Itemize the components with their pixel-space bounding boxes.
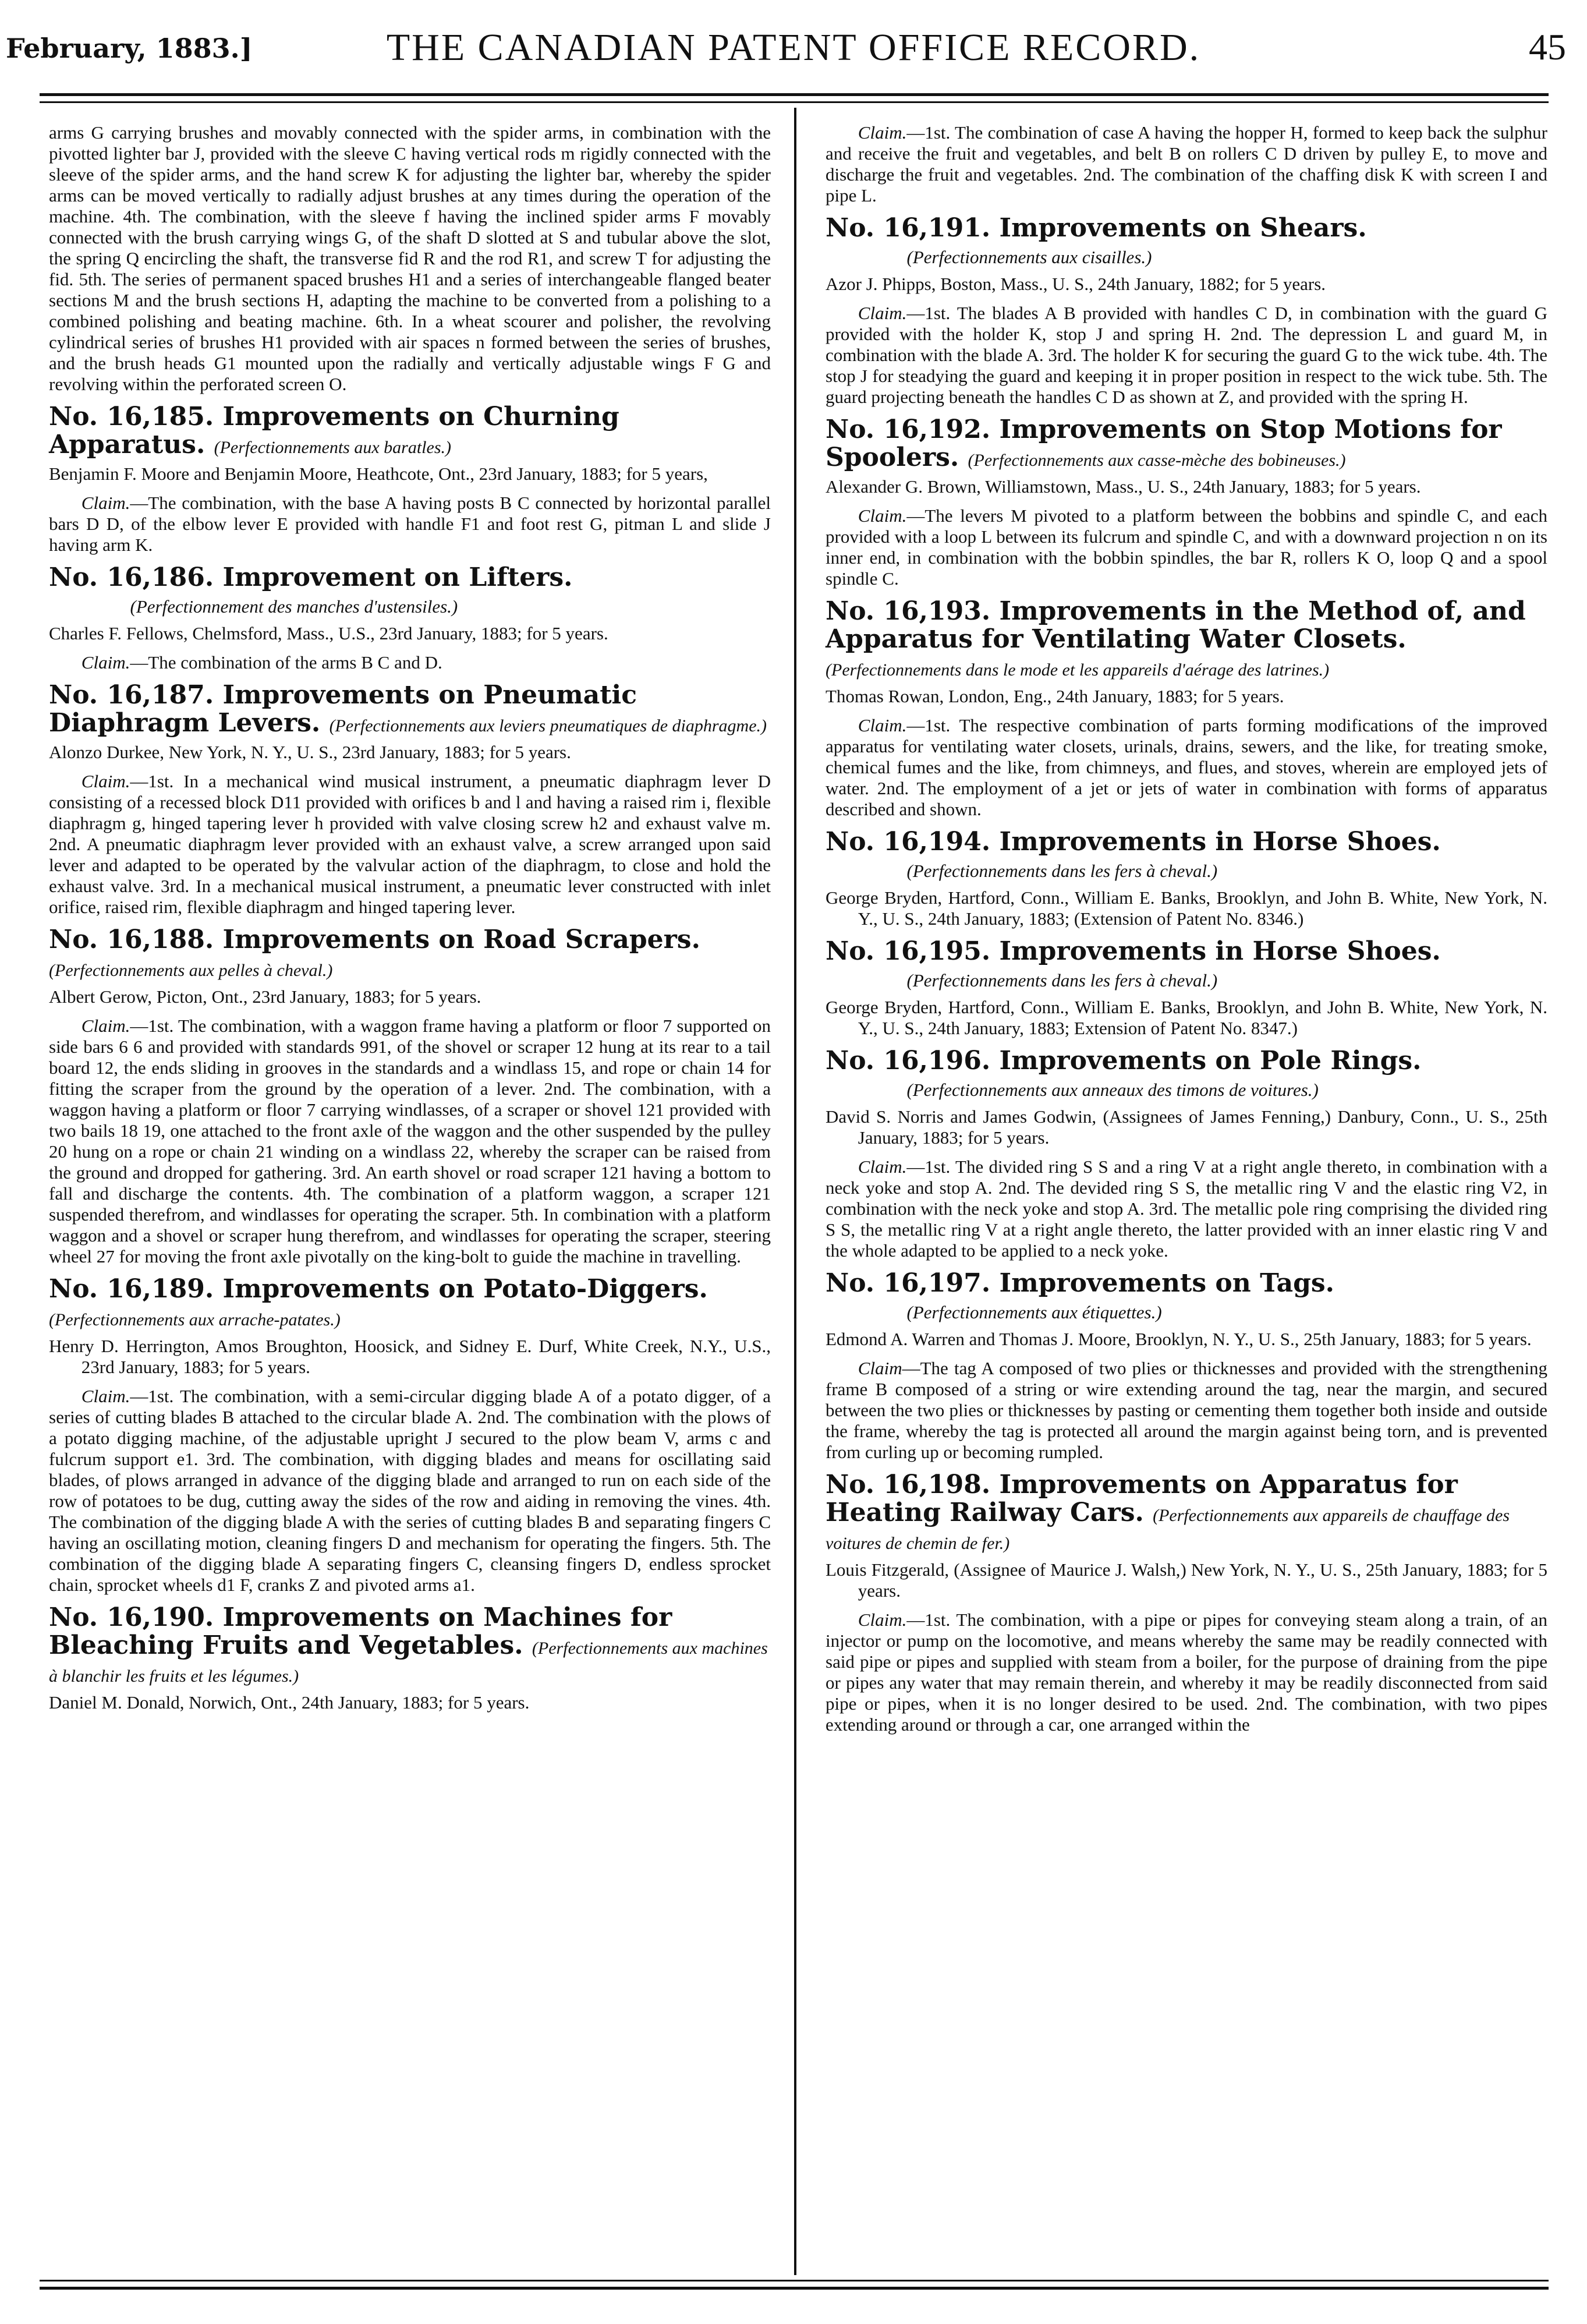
claim-label: Claim.	[858, 1610, 907, 1630]
claim-label: Claim	[858, 1358, 902, 1378]
claim-label: Claim.	[858, 715, 907, 735]
claim-text: —1st. The combination, with a pipe or pipes for conveying steam along a train, of an injector or pump on the locomotive, and means whereby the same may be readily connected with said pipe or pipes and supplied with steam from a boiler, for the purpose of draining from the pipe or pipes any water that may remain therein, and whereby it may be readily disconnected from said pipe or pipes, when it is no longer desired to be used. 2nd. The combination, with two pipes extending around or through a car, one arranged within the	[826, 1610, 1547, 1735]
issue-date: February, 1883.]	[6, 33, 253, 64]
patent-applicant: Henry D. Herrington, Amos Broughton, Hoosick, and Sidney E. Durf, White Creek, N.Y., U.S., 23rd January, 1883; for 5 years.	[49, 1336, 771, 1377]
patent-french-title: (Perfectionnements aux casse-mèche des bobineuses.)	[968, 451, 1346, 470]
claim-text: —1st. The blades A B provided with handles C D, in combination with the guard G provided with the holder K, stop J and spring H. 2nd. The depression L and guard M, in combination with the blade A. 3rd. The holder K for securing the guard G to the wick tube. 4th. The stop J for steadying the guard and keeping it in proper position in respect to the wick tube. 5th. The guard projecting beneath the handles C D as shown at Z, and provided with the spring H.	[826, 303, 1547, 407]
page-header	[0, 22, 1587, 86]
patent-applicant: George Bryden, Hartford, Conn., William E. Banks, Brooklyn, and John B. White, New York, N. Y., U. S., 24th January, 1883; (Extension of Patent No. 8346.)	[826, 887, 1547, 929]
patent-claim	[49, 1016, 771, 1267]
footer-rule-thick	[40, 2287, 1549, 2290]
publication-title: THE CANADIAN PATENT OFFICE RECORD.	[386, 26, 1201, 69]
patent-claim	[826, 715, 1547, 820]
patent-title: Improvements on Potato-Diggers.	[222, 1274, 708, 1304]
patent-applicant: Alonzo Durkee, New York, N. Y., U. S., 23rd January, 1883; for 5 years.	[49, 742, 571, 762]
claim-text: —1st. The combination, with a semi-circular digging blade A of a potato digger, of a series of cutting blades B attached to the circular blade A. 2nd. The combination with the plows of a potato digging machine, of the adjustable upright J secured to the plow beam V, arms c and fulcrum support e1. 3rd. The combination, with digging blades and means for oscillating said blades, of plows arranged in advance of the digging blade and arranged to run on each side of the row of potatoes to be dug, cutting away the sides of the row and aiding in removing the vines. 4th. The combination of the digging blade A with the series of cutting blades B and separating fingers C having an oscillating motion, cleaning fingers D and mechanism for operating the fingers. 5th. The combination of the digging blade A separating fingers C, cleansing fingers D, endless sprocket chain, sprocket wheels d1 F, cranks Z and pivoted arms a1.	[49, 1386, 771, 1595]
claim-label: Claim.	[81, 493, 130, 513]
claim-text: —The tag A composed of two plies or thicknesses and provided with the strengthening frame B composed of a string or wire extending around the tag, near the margin, and secured between the two plies or thicknesses by pasting or cementing them together both inside and outside the frame, whereby the tag is protected all around the margin against being torn, and is prevented from curling up or becoming rumpled.	[826, 1358, 1547, 1462]
patent-french-title: (Perfectionnements aux anneaux des timons de voitures.)	[906, 1080, 1319, 1100]
patent-french-title: (Perfectionnement des manches d'ustensiles.)	[130, 596, 458, 617]
patent-16191	[826, 214, 1547, 408]
patent-applicant: Albert Gerow, Picton, Ont., 23rd January, 1883; for 5 years.	[49, 986, 481, 1007]
patent-applicant: Louis Fitzgerald, (Assignee of Maurice J. Walsh,) New York, N. Y., U. S., 25th January, 1883; for 5 years.	[826, 1559, 1547, 1601]
claim-text: —1st. The combination of case A having the hopper H, formed to keep back the sulphur and receive the fruit and vegetables, and belt B on rollers C D driven by pulley E, to move and discharge the fruit and vegetables. 2nd. The combination of the chaffing disk K with screen I and pipe L.	[826, 122, 1547, 206]
patent-title: Improvements on Pneumatic Diaphragm Levers.	[49, 680, 637, 738]
left-column	[49, 122, 771, 1721]
patent-16186	[49, 564, 771, 673]
patent-claim	[826, 303, 1547, 408]
patent-16185	[49, 403, 771, 556]
patent-french-title: (Perfectionnements aux cisailles.)	[906, 247, 1152, 267]
patent-number: No. 16,188.	[49, 925, 214, 954]
patent-number: No. 16,192.	[826, 415, 991, 444]
patent-claim	[49, 1386, 771, 1596]
claim-label: Claim.	[858, 122, 907, 143]
patent-title: Improvements on Apparatus for Heating Railway Cars.	[826, 1470, 1458, 1527]
patent-claim	[49, 493, 771, 556]
patent-applicant: David S. Norris and James Godwin, (Assignees of James Fenning,) Danbury, Conn., U. S., 25th January, 1883; for 5 years.	[826, 1106, 1547, 1148]
patent-title: Improvements in the Method of, and Apparatus for Ventilating Water Closets.	[826, 596, 1526, 654]
patent-16187	[49, 681, 771, 918]
patent-french-title: (Perfectionnements dans les fers à cheval.)	[906, 861, 1218, 881]
patent-number: No. 16,194.	[826, 827, 991, 857]
right-column	[826, 122, 1547, 1743]
patent-french-title: (Perfectionnements dans le mode et les appareils d'aérage des latrines.)	[826, 660, 1330, 680]
patent-number: No. 16,196.	[826, 1046, 991, 1076]
patent-number: No. 16,185.	[49, 402, 214, 431]
patent-claim	[826, 1610, 1547, 1735]
patent-title: Improvements in Horse Shoes.	[999, 936, 1441, 966]
patent-number: No. 16,189.	[49, 1274, 214, 1304]
patent-title: Improvements on Road Scrapers.	[222, 925, 700, 954]
patent-claim	[49, 652, 771, 673]
patent-16192	[826, 416, 1547, 589]
patent-title: Improvements on Machines for Bleaching Fruits and Vegetables.	[49, 1603, 672, 1660]
claim-label: Claim.	[858, 1156, 907, 1177]
patent-number: No. 16,191.	[826, 213, 991, 243]
patent-applicant: Charles F. Fellows, Chelmsford, Mass., U.S., 23rd January, 1883; for 5 years.	[49, 623, 608, 643]
patent-french-title: (Perfectionnements aux étiquettes.)	[906, 1302, 1162, 1322]
patent-16193	[826, 597, 1547, 820]
claim-label: Claim.	[858, 303, 907, 323]
patent-16195	[826, 938, 1547, 1039]
patent-16196	[826, 1047, 1547, 1261]
patent-16188	[49, 926, 771, 1267]
patent-french-title: (Perfectionnements aux baratles.)	[214, 438, 451, 457]
patent-16198	[826, 1471, 1547, 1735]
patent-applicant: Azor J. Phipps, Boston, Mass., U. S., 24th January, 1882; for 5 years.	[826, 274, 1326, 294]
claim-label: Claim.	[81, 652, 130, 673]
continued-claim-text: arms G carrying brushes and movably connected with the spider arms, in combination with the pivotted lighter bar J, provided with the sleeve C having vertical rods m rigidly connected with the sleeve of the spider arms, and the hand screw K for adjusting the lighter bar, whereby the spider arms can be moved vertically to radially adjust brushes at any times during the operation of the machine. 4th. The combination, with the sleeve f having the inclined spider arms F movably connected with the brush carrying wings G, of the shaft D slotted at S and tubular above the slot, the spring Q encircling the shaft, the transverse fid R and the rod R1, and screw T for adjusting the fid. 5th. The series of permanent spaced brushes H1 and a series of interchangeable flanged beater sections M and the brush sections H, adapting the machine to be converted from a polishing to a combined polishing and beating machine. 6th. In a wheat scourer and polisher, the revolving cylindrical series of brushes H1 provided with air spaces n formed between the series of brushes, and the brush heads G1 mounted upon the radially and vertically adjustable wings F G and revolving within the perforated screen O.	[49, 122, 771, 394]
claim-label: Claim.	[858, 505, 907, 526]
patent-title: Improvements on Tags.	[999, 1268, 1334, 1298]
patent-claim	[826, 505, 1547, 589]
claim-label: Claim.	[81, 771, 130, 791]
footer-rule-thin	[40, 2280, 1549, 2281]
patent-french-title: (Perfectionnements aux arrache-patates.)	[49, 1310, 341, 1329]
patent-number: No. 16,187.	[49, 680, 214, 710]
patent-applicant: Thomas Rowan, London, Eng., 24th January, 1883; for 5 years.	[826, 686, 1284, 706]
claim-text: —1st. The respective combination of parts forming modifications of the improved apparatus for ventilating water closets, urinals, drains, sewers, and the like, for treating smoke, chemical fumes and the like, from chimneys, and flues, and stoves, wherein are employed jets of water. 2nd. The employment of a jet or jets of water in combination with forms of apparatus described and shown.	[826, 715, 1547, 819]
patent-french-title: (Perfectionnements aux machines à blanchir les fruits et les légumes.)	[49, 1639, 768, 1686]
patent-16197	[826, 1269, 1547, 1463]
column-divider	[794, 108, 796, 2275]
patent-title: Improvements on Shears.	[999, 213, 1367, 243]
header-rule-thick	[40, 93, 1549, 96]
claim-text: —1st. In a mechanical wind musical instrument, a pneumatic diaphragm lever D consisting of a recessed block D11 provided with orifices b and l and having a raised rim i, flexible diaphragm g, hinged tapering lever h provided with valve closing screw h2 and exhaust valve m. 2nd. A pneumatic diaphragm lever provided with an exhaust valve, a screw arranged upon said lever and adapted to be operated by the valvular action of the diaphragm, to close and hold the exhaust valve. 3rd. In a mechanical musical instrument, a pneumatic lever constructed with inlet orifice, raised rim, flexible diaphragm and hinged tapering lever.	[49, 771, 771, 917]
claim-text: —1st. The divided ring S S and a ring V at a right angle thereto, in combination with a neck yoke and stop A. 2nd. The devided ring S S, the metallic ring V and the elastic ring V2, in combination with the neck yoke and stop A. 3rd. The metallic pole ring comprising the divided ring S S, the metallic ring V at a right angle thereto, the latter provided with an inner elastic ring V and the whole adapted to be applied to a neck yoke.	[826, 1156, 1547, 1261]
patent-16194	[826, 828, 1547, 929]
continued-claim	[826, 122, 1547, 206]
patent-number: No. 16,197.	[826, 1268, 991, 1298]
patent-applicant: Edmond A. Warren and Thomas J. Moore, Brooklyn, N. Y., U. S., 25th January, 1883; for 5 years.	[826, 1329, 1532, 1349]
patent-number: No. 16,190.	[49, 1603, 214, 1632]
patent-applicant: George Bryden, Hartford, Conn., William E. Banks, Brooklyn, and John B. White, New York, N. Y., U. S., 24th January, 1883; Extension of Patent No. 8347.)	[826, 997, 1547, 1038]
patent-title: Improvements on Churning Apparatus.	[49, 402, 619, 459]
claim-text: —The levers M pivoted to a platform between the bobbins and spindle C, and each provided with a loop L between its fulcrum and spindle C, and with a downward projection n on its inner end, in combination with the bobbin spindles, the bar R, rollers K O, loop Q and a spool spindle C.	[826, 505, 1547, 589]
patent-number: No. 16,195.	[826, 936, 991, 966]
patent-title: Improvements on Pole Rings.	[999, 1046, 1422, 1076]
patent-title: Improvements on Stop Motions for Spoolers.	[826, 415, 1502, 472]
patent-title: Improvements in Horse Shoes.	[999, 827, 1441, 857]
patent-title: Improvement on Lifters.	[222, 563, 573, 592]
patent-number: No. 16,193.	[826, 596, 991, 626]
patent-french-title: (Perfectionnements aux pelles à cheval.)	[49, 961, 333, 980]
claim-label: Claim.	[81, 1386, 130, 1406]
patent-applicant: Daniel M. Donald, Norwich, Ont., 24th January, 1883; for 5 years.	[49, 1692, 530, 1713]
patent-french-title: (Perfectionnements dans les fers à cheval.)	[906, 970, 1218, 991]
patent-number: No. 16,186.	[49, 563, 214, 592]
claim-text: —1st. The combination, with a waggon frame having a platform or floor 7 supported on side bars 6 6 and provided with standards 991, of the shovel or scraper 12 hung at its rear to a tail board 12, the ends sliding in grooves in the standards and a windlass 15, and rope or chain 14 for fitting the scraper from the ground by the operation of a lever. 2nd. The combination, with a waggon having a platform or floor 7 carrying windlasses, of a scraper or shovel 121 provided with two bails 18 19, one attached to the front axle of the waggon and the other suspended by the pulley 20 hung on a rope or chain 21 winding on a windlass 22, whereby the scraper can be raised from the ground and dropped for gathering. 3rd. An earth shovel or road scraper 121 having a bottom to fall and discharge the contents. 4th. The combination of a platform waggon, a scraper 121 suspended therefrom, and windlasses for operating the scraper. 5th. In combination with a platform waggon and a shovel or scraper hung therefrom, and windlasses for operating the scraper, steering wheel 27 for moving the front axle pivotally on the king-bolt to guide the machine in travelling.	[49, 1016, 771, 1267]
patent-claim	[49, 771, 771, 918]
header-rule-thin	[40, 101, 1549, 103]
patent-claim	[826, 1156, 1547, 1261]
claim-text: —The combination, with the base A having posts B C connected by horizontal parallel bars D D, of the elbow lever E provided with handle F1 and foot rest G, pitman L and slide J having arm K.	[49, 493, 771, 555]
patent-french-title: (Perfectionnements aux appareils de chauffage des voitures de chemin de fer.)	[826, 1506, 1510, 1553]
page-number: 45	[1529, 26, 1566, 68]
patent-claim	[826, 1358, 1547, 1463]
claim-text: —The combination of the arms B C and D.	[130, 652, 442, 673]
patent-16190	[49, 1604, 771, 1713]
claim-label: Claim.	[81, 1016, 130, 1036]
patent-number: No. 16,198.	[826, 1470, 991, 1499]
patent-applicant: Alexander G. Brown, Williamstown, Mass., U. S., 24th January, 1883; for 5 years.	[826, 476, 1421, 497]
patent-applicant: Benjamin F. Moore and Benjamin Moore, Heathcote, Ont., 23rd January, 1883; for 5 years,	[49, 464, 708, 484]
patent-16189	[49, 1275, 771, 1596]
patent-french-title: (Perfectionnements aux leviers pneumatiques de diaphragme.)	[329, 716, 767, 735]
